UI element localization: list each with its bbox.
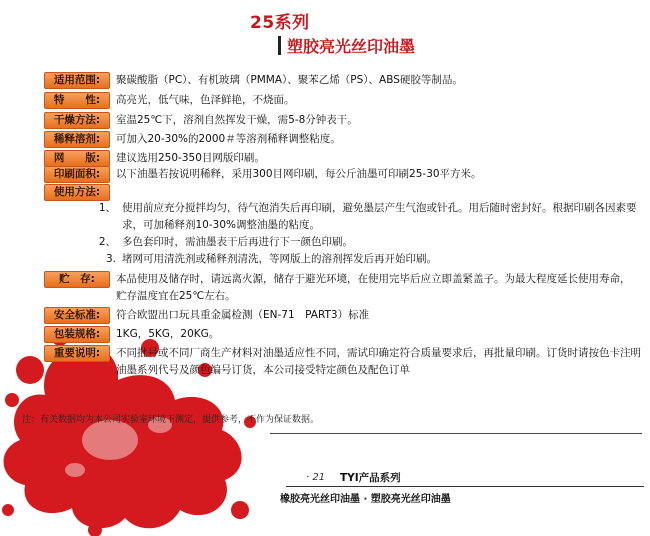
spec-label-thinner: 稀释溶剂: — [44, 131, 110, 148]
spec-row-usage — [44, 184, 110, 201]
footer-subtitle: 橡胶亮光丝印油墨 · 塑胶亮光丝印油墨 — [280, 494, 451, 505]
list-item — [98, 200, 643, 234]
spec-label-usage: 使用方法: — [44, 184, 110, 201]
spec-row-screen — [44, 150, 265, 167]
list-item — [98, 251, 643, 268]
list-item-number: 2、 — [98, 236, 116, 248]
spec-value-screen: 建议选用250-350目网版印刷。 — [116, 152, 265, 164]
spec-value-features: 高亮光，低气味，色泽鲜艳，不烧面。 — [116, 94, 295, 106]
spec-row-packaging — [44, 326, 219, 343]
spec-label-packaging: 包装规格: — [44, 326, 110, 343]
list-item-text: 多色套印时，需油墨表干后再进行下一颜色印刷。 — [122, 236, 353, 248]
spec-label-screen: 网 版: — [44, 150, 110, 167]
spec-row-thinner — [44, 131, 341, 148]
list-item-text: 使用前应充分搅拌均匀，待气泡消失后再印刷，避免墨层产生气泡或针孔。用后随时密封好。根据印刷各因素要求，可加稀释剂10-30%调整油墨的粘度。 — [122, 202, 637, 231]
series-title: 25系列 — [250, 13, 310, 33]
spec-label-scope: 适用范围: — [44, 72, 110, 89]
spec-value-important: 不同批号或不同厂商生产材料对油墨适应性不同，需试印确定符合质量要求后，再批量印刷。订货时请按色卡注明油墨系列代号及颜色编号订货，本公司接受特定颜色及配色订单 — [116, 347, 641, 376]
subtitle-block — [278, 34, 415, 57]
list-item-number: 3. — [105, 253, 116, 265]
page-subtitle: 塑胶亮光丝印油墨 — [287, 37, 416, 56]
page-number: · 21 — [306, 472, 326, 483]
subtitle-divider — [278, 36, 281, 55]
spec-value-storage: 本品使用及储存时，请远离火源，储存于避光环境，在使用完毕后应立即盖紧盖子。为最大程度延长使用寿命，贮存温度宜在25℃左右。 — [116, 273, 631, 302]
list-item — [98, 234, 643, 251]
spec-row-coverage — [44, 166, 482, 183]
spec-row-scope — [44, 72, 463, 89]
list-item-number: 1、 — [98, 202, 116, 214]
spec-label-drying: 干燥方法: — [44, 112, 110, 129]
spec-value-coverage: 以下油墨若按说明稀释，采用300目网印刷，每公斤油墨可印刷25-30平方米。 — [116, 168, 482, 180]
usage-list — [98, 200, 643, 268]
spec-value-packaging: 1KG，5KG，20KG。 — [116, 328, 220, 340]
spec-value-scope: 聚碳酸脂（PC）、有机玻璃（PMMA）、聚苯乙烯（PS）、ABS硬胶等制品。 — [116, 74, 463, 86]
spec-value-thinner: 可加入20-30%的2000＃等溶剂稀释调整粘度。 — [116, 133, 341, 145]
footer-divider — [286, 486, 644, 487]
note-divider — [270, 433, 642, 434]
spec-label-coverage: 印刷面积: — [44, 166, 110, 183]
spec-value-standard: 符合欧盟出口玩具重金属检测（EN-71 PART3）标准 — [116, 309, 370, 321]
spec-label-important: 重要说明: — [44, 345, 110, 362]
spec-row-storage — [44, 271, 636, 305]
spec-label-storage: 贮 存: — [44, 271, 110, 288]
spec-row-important — [44, 345, 646, 379]
spec-row-standard — [44, 307, 369, 324]
spec-row-drying — [44, 112, 358, 129]
spec-label-standard: 安全标准: — [44, 307, 110, 324]
footer-series: TYI产品系列 — [340, 472, 401, 484]
list-item-text: 堵网可用清洗剂或稀释剂清洗，等网版上的溶剂挥发后再开始印刷。 — [122, 253, 437, 265]
spec-value-drying: 室温25℃下，溶剂自然挥发干燥，需5-8分钟表干。 — [116, 114, 358, 126]
spec-row-features — [44, 92, 295, 109]
disclaimer-note: 注：有关数据均为本公司实验室环境下测定，提供参考，不作为保证数据。 — [22, 415, 320, 425]
spec-label-features: 特 性: — [44, 92, 110, 109]
